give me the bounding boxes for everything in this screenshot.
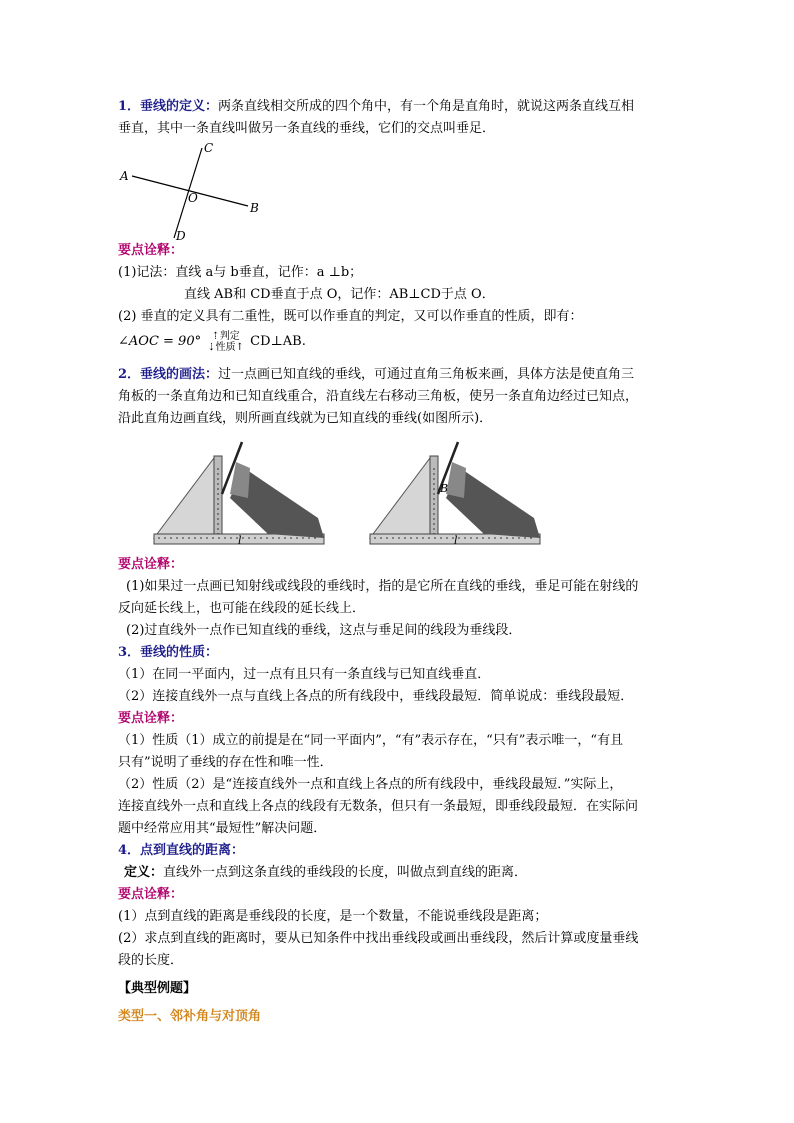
perpendicular-lines-figure: [118, 140, 678, 240]
definition-text: 直线外一点到这条直线的垂线段的长度，叫做点到直线的距离．: [163, 865, 528, 880]
section-1-text-2: 垂直，其中一条直线叫做另一条直线的垂线，它们的交点叫垂足．: [118, 121, 496, 136]
notes-title-4: 要点诠释：: [118, 887, 184, 902]
notes-title-3: 要点诠释：: [118, 711, 184, 726]
section-4-title: 4．点到直线的距离：: [118, 843, 245, 858]
property-1: （1）在同一平面内，过一点有且只有一条直线与已知直线垂直．: [118, 667, 491, 682]
definition-line: [118, 862, 678, 884]
note-4-3: 段的长度．: [118, 953, 184, 968]
note-2-3: (2)过直线外一点作已知直线的垂线，这点与垂足间的线段为垂线段．: [126, 623, 522, 638]
photo-right: [370, 442, 540, 547]
definition-paragraph: [118, 96, 678, 118]
label-c: C: [204, 141, 214, 155]
section-2-text-1: 过一点画已知直线的垂线，可通过直角三角板来画，具体方法是使直角三: [218, 367, 635, 382]
set-square-photos: [118, 438, 678, 548]
note-4-2: (2）求点到直线的距离时，要从已知条件中找出垂线段或画出垂线段，然后计算或度量垂线: [118, 931, 639, 946]
note-3-5: 题中经常应用其“最短性”解决问题．: [118, 821, 327, 836]
formula-right: CD⊥AB.: [250, 334, 306, 349]
label-d: D: [176, 229, 186, 240]
formula-arrows: [207, 331, 244, 353]
note-2-1: (1)如果过一点画已知射线或线段的垂线时，指的是它所在直线的垂线，垂足可能在射线的: [126, 579, 639, 594]
section-2-text-3: 沿此直角边画直线，则所画直线就为已知直线的垂线(如图所示)．: [118, 411, 493, 426]
formula-bottom: 性质: [215, 341, 236, 353]
property-2: （2）连接直线外一点与直线上各点的所有线段中，垂线段最短．简单说成：垂线段最短．: [118, 689, 634, 704]
formula-left: ∠AOC = 90°: [118, 334, 202, 349]
photo-left: [154, 442, 324, 547]
formula-top: 判定: [219, 330, 240, 342]
note-3-3: （2）性质（2）是“连接直线外一点和直线上各点的所有线段中，垂线段最短．”实际上，: [118, 777, 623, 792]
section-3-title: 3．垂线的性质：: [118, 645, 219, 660]
formula-line: [118, 328, 678, 356]
note-4-1: (1）点到直线的距离是垂线段的长度，是一个数量，不能说垂线段是距离；: [118, 909, 548, 924]
note-3-2: 只有”说明了垂线的存在性和唯一性．: [118, 755, 333, 770]
label-a: A: [120, 169, 129, 183]
note-2-2: 反向延长线上，也可能在线段的延长线上．: [118, 601, 366, 616]
arrow-up-small-icon: ↑: [235, 341, 245, 353]
definition-label: 定义：: [124, 865, 164, 880]
photo-label-b: B: [440, 482, 449, 495]
label-b: B: [250, 201, 259, 215]
note-3-4: 连接直线外一点和直线上各点的线段有无数条，但只有一条最短，即垂线段最短．在实际问: [118, 799, 639, 814]
examples-title: 【典型例题】: [118, 981, 197, 996]
drawing-photos: [118, 438, 678, 548]
arrow-up-icon: ⇡: [211, 330, 220, 342]
type-1-heading: 类型一、邻补角与对顶角: [118, 1009, 262, 1024]
label-o: O: [188, 191, 198, 205]
perpendicular-diagram: [118, 140, 278, 240]
photo-label-l-2: l: [454, 534, 458, 547]
note-1-2: 直线 AB和 CD垂直于点 O，记作：AB⊥CD于点 O．: [184, 287, 495, 302]
note-1-3: (2) 垂直的定义具有二重性，既可以作垂直的判定，又可以作垂直的性质，即有：: [118, 309, 583, 324]
note-1-1: (1)记法：直线 a与 b垂直，记作：a ⊥b；: [118, 265, 363, 280]
section-1-text-1: 两条直线相交所成的四个角中，有一个角是直角时，就说这两条直线互相: [218, 99, 635, 114]
section-1-title: 1．垂线的定义：: [118, 99, 219, 114]
arrow-down-icon: ⇣: [207, 341, 216, 353]
section-2-text-2: 角板的一条直角边和已知直线重合，沿直线左右移动三角板，使另一条直角边经过已知点，: [118, 389, 639, 404]
section-2-title: 2．垂线的画法：: [118, 367, 219, 382]
document-page: [118, 96, 678, 1028]
notes-title-2: 要点诠释：: [118, 557, 184, 572]
note-3-1: （1）性质（1）成立的前提是在“同一平面内”，“有”表示存在，“只有”表示唯一，“有且: [118, 733, 624, 748]
photo-label-l-1: l: [238, 534, 242, 547]
drawing-paragraph: [118, 364, 678, 386]
notes-title-1: 要点诠释：: [118, 243, 184, 258]
